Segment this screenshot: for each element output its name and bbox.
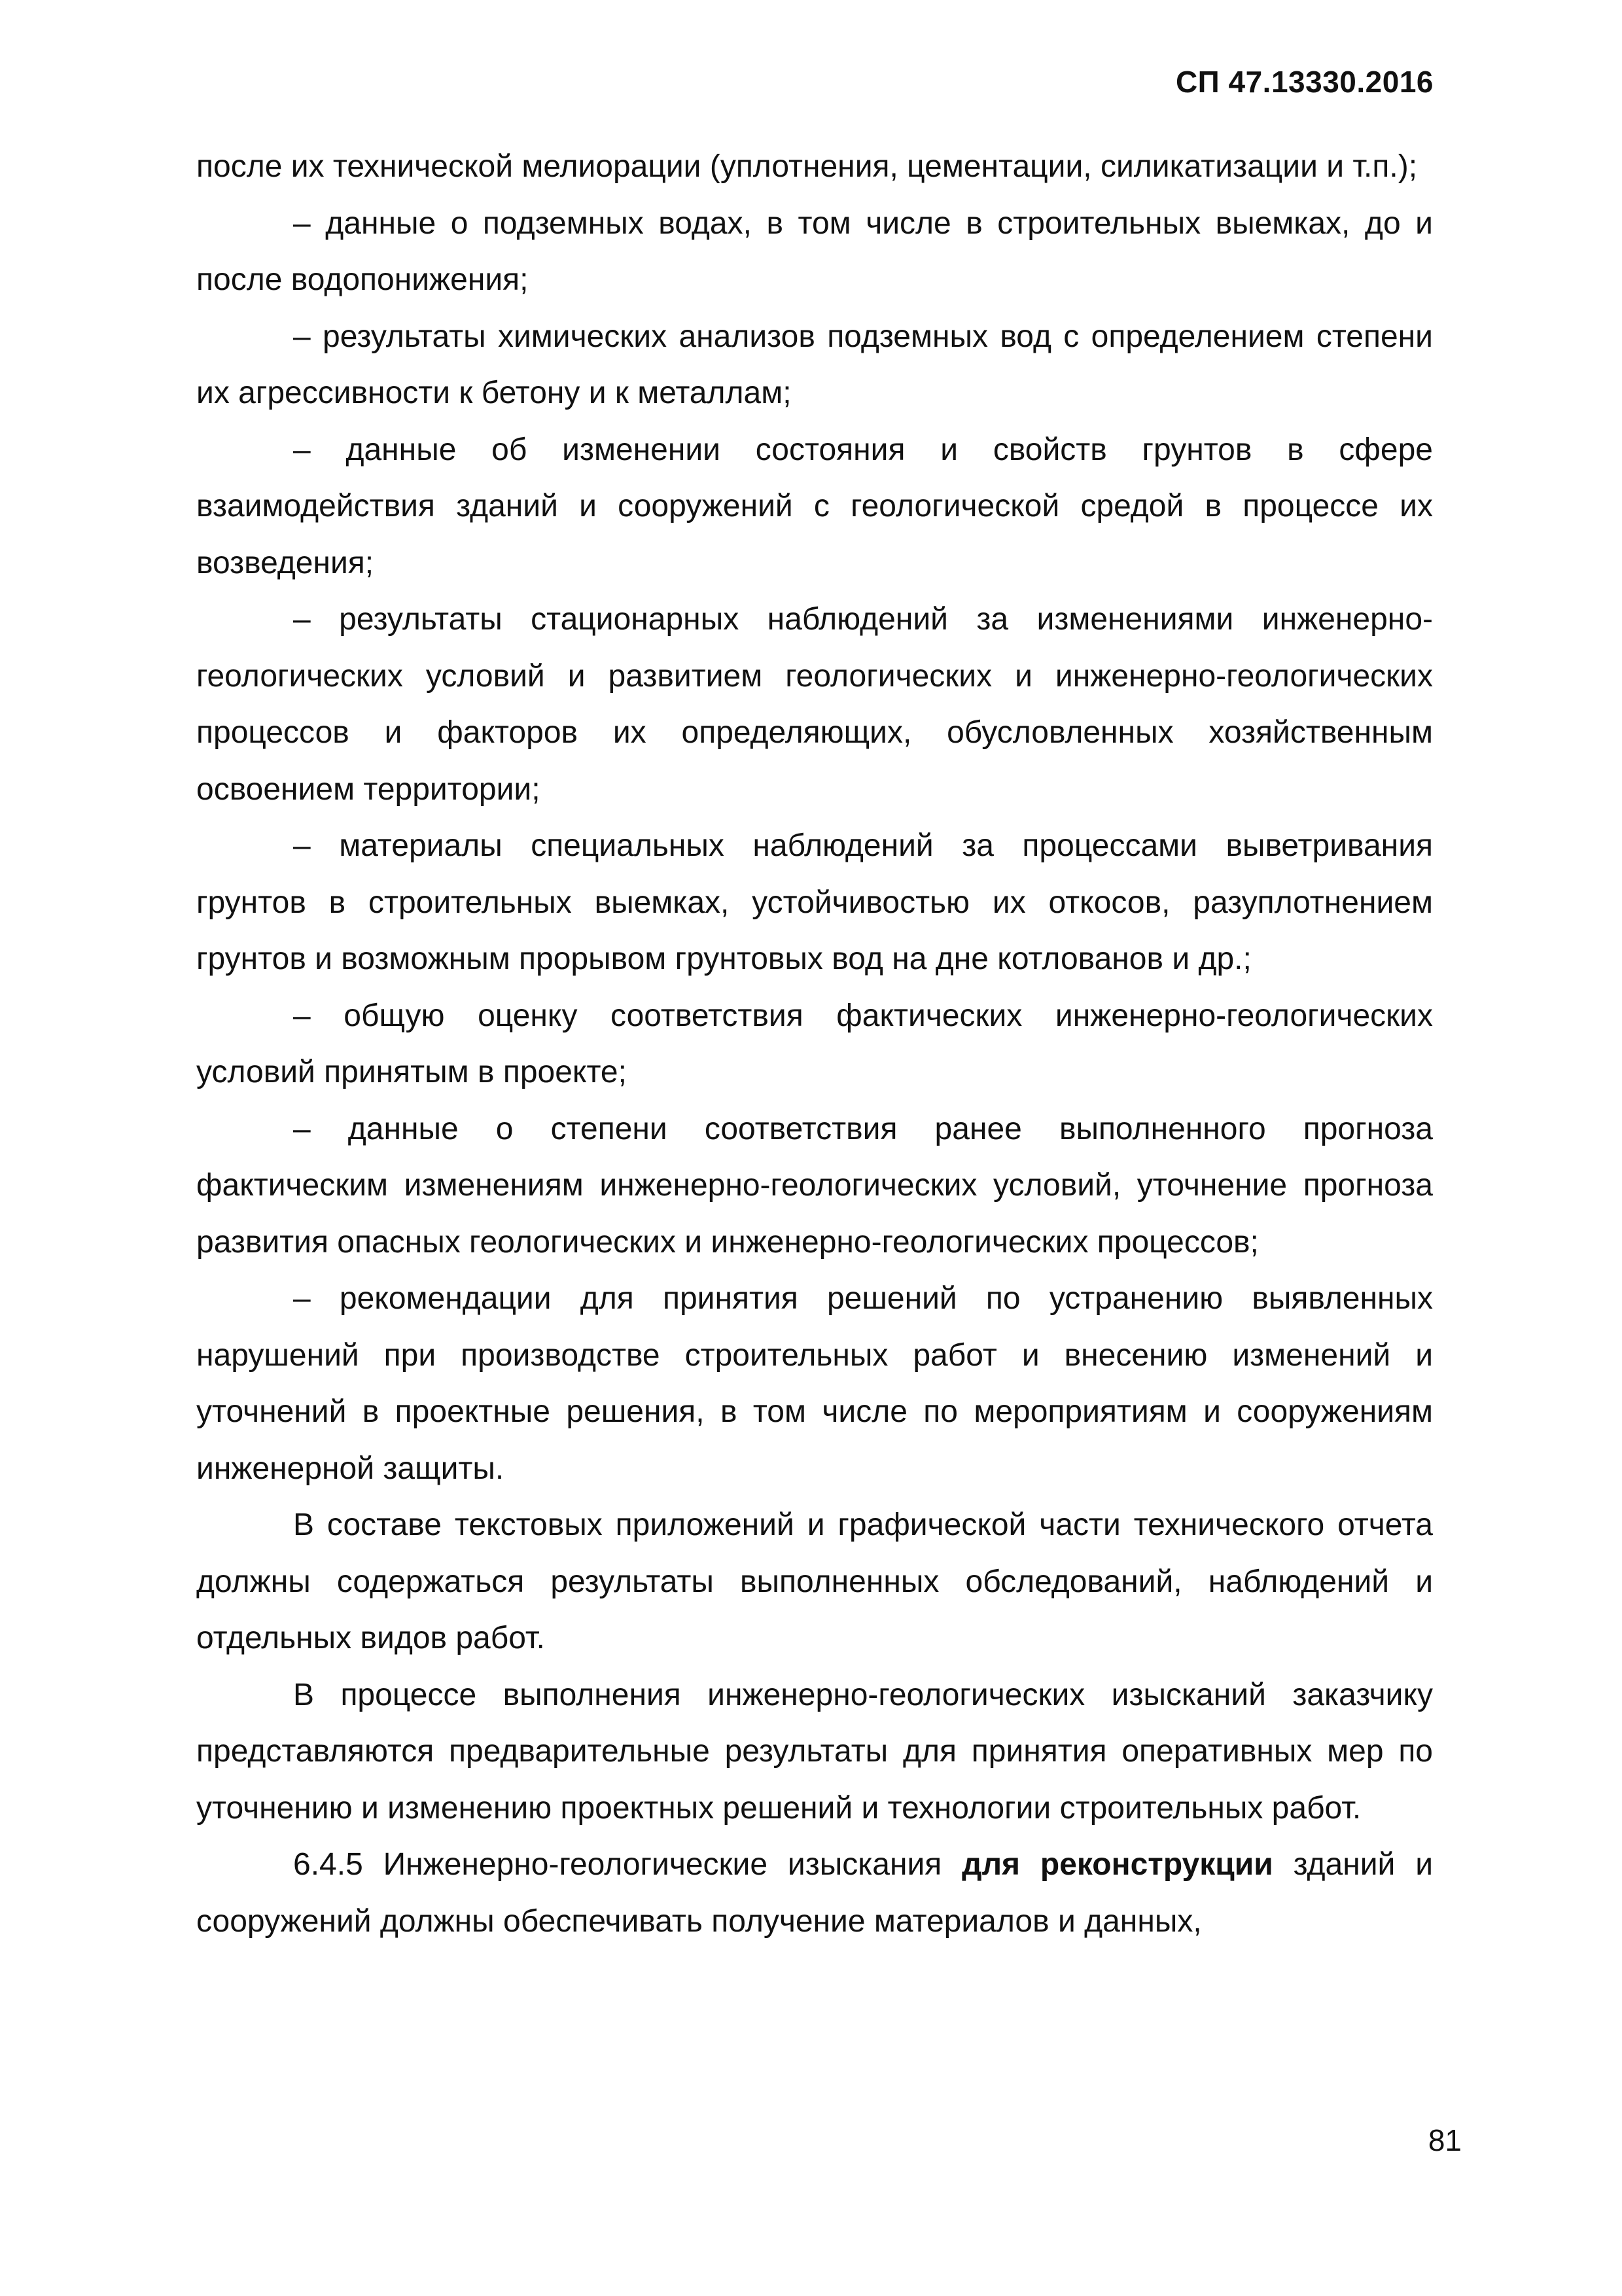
list-item-groundwater: – данные о подземных водах, в том числе в строительных выемках, до и после водопонижения; xyxy=(196,205,1433,297)
paragraph-continuation: после их технической мелиорации (уплотнения, цементации, силикатизации и т.п.); xyxy=(196,149,1418,184)
page-number: 81 xyxy=(1428,2123,1462,2157)
paragraph-preliminary-results: В процессе выполнения инженерно-геологических изысканий заказчику представляются предварительные результаты для принятия оперативных мер по уточнению и изменению проектных решений и технологии строительных работ. xyxy=(196,1677,1433,1826)
paragraph-section-6-4-5 xyxy=(196,1837,1433,1950)
list-item-general-assessment: – общую оценку соответствия фактических инженерно-геологических условий принятым в проекте; xyxy=(196,998,1433,1089)
document-code-header: СП 47.13330.2016 xyxy=(1175,65,1434,99)
list-item-recommendations: – рекомендации для принятия решений по устранению выявленных нарушений при производстве строительных работ и внесению изменений и уточнений в проектные решения, в том числе по мероприятиям и сооружениям инженерной защиты. xyxy=(196,1281,1433,1486)
section-text-start: 6.4.5 Инженерно-геологические изыскания xyxy=(293,1847,962,1882)
list-item-special-observations: – материалы специальных наблюдений за процессами выветривания грунтов в строительных выемках, устойчивостью их откосов, разуплотнением грунтов и возможным прорывом грунтовых вод на дне котлованов и др.; xyxy=(196,828,1433,976)
list-item-forecast-conformity: – данные о степени соответствия ранее выполненного прогноза фактическим изменениям инженерно-геологических условий, уточнение прогноза развития опасных геологических и инженерно-геологических процессов; xyxy=(196,1111,1433,1260)
section-bold-phrase: для реконструкции xyxy=(962,1847,1273,1882)
list-item-stationary-observations: – результаты стационарных наблюдений за изменениями инженерно-геологических условий и развитием геологических и инженерно-геологических процессов и факторов их определяющих, обусловленных хозяйственным освоением территории; xyxy=(196,602,1433,807)
list-item-soil-changes: – данные об изменении состояния и свойств грунтов в сфере взаимодействия зданий и сооружений с геологической средой в процессе их возведения; xyxy=(196,432,1433,580)
paragraph-report-appendices: В составе текстовых приложений и графической части технического отчета должны содержаться результаты выполненных обследований, наблюдений и отдельных видов работ. xyxy=(196,1508,1433,1655)
section-text-end: зданий и сооружений должны обеспечивать получение материалов и данных, xyxy=(196,1847,1434,1939)
list-item-chemical-analysis: – результаты химических анализов подземных вод с определением степени их агрессивности к бетону и к металлам; xyxy=(196,319,1433,410)
body-text xyxy=(196,139,1433,1950)
